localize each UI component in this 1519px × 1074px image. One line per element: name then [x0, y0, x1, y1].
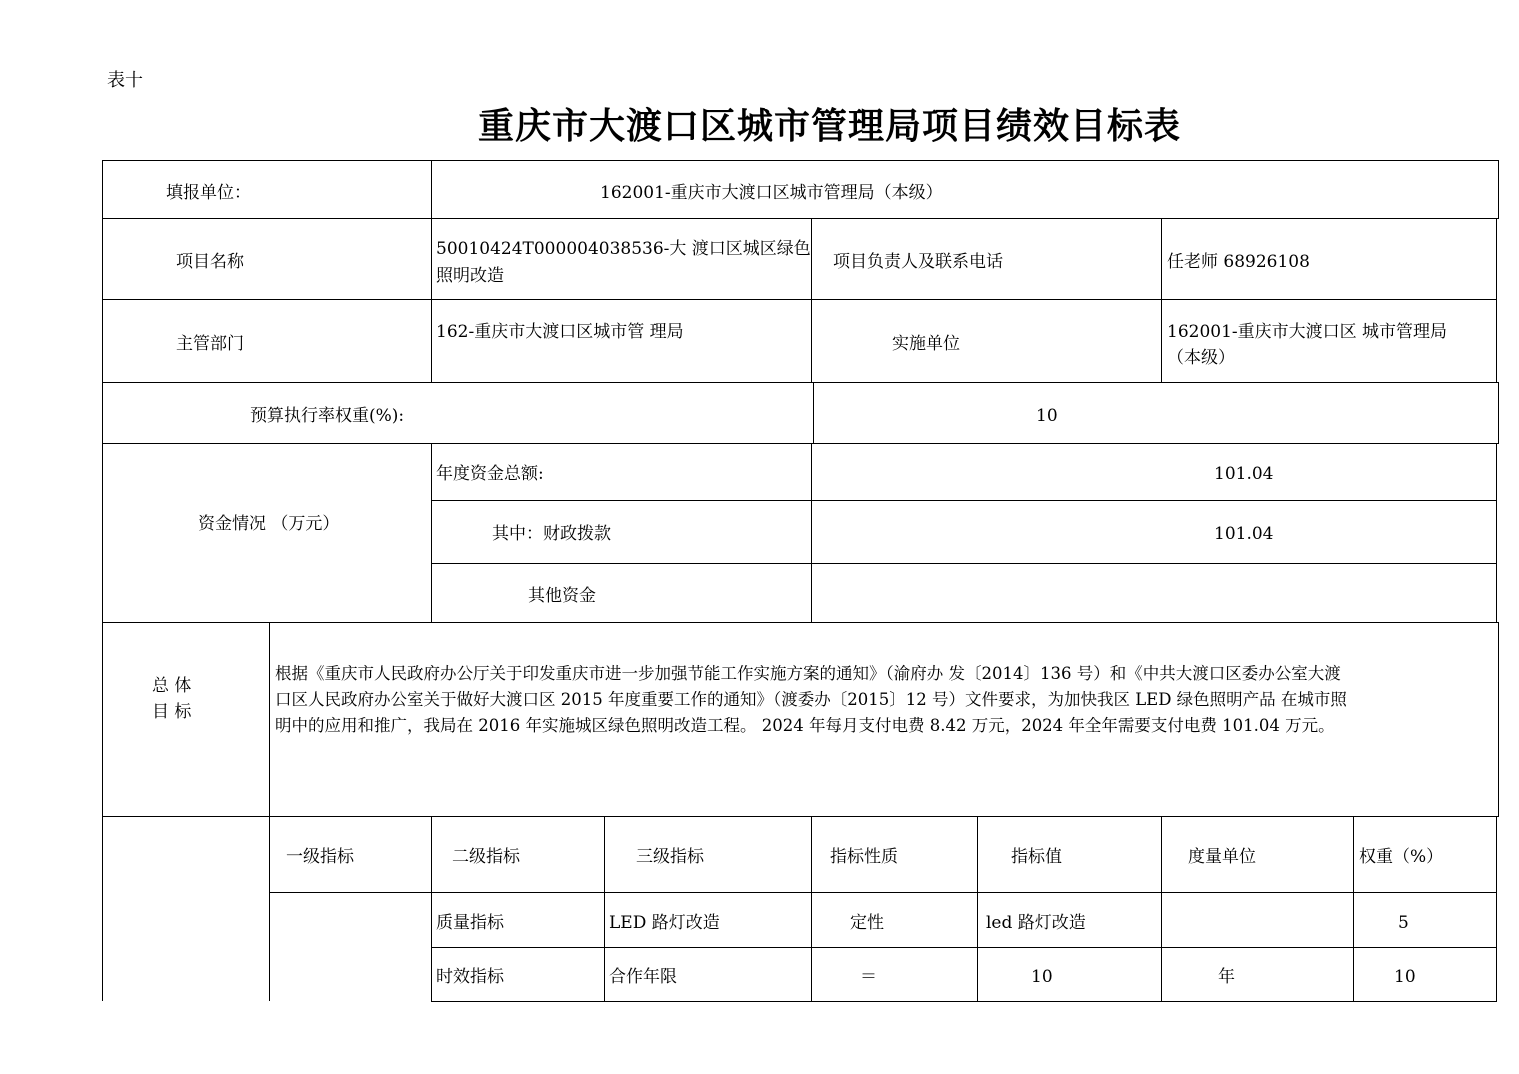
- funds-total-label: 年度资金总额:: [436, 464, 544, 484]
- funds-fiscal-value: 101.04: [1214, 524, 1274, 544]
- row1-value: led 路灯改造: [986, 913, 1086, 933]
- funds-other-label: 其他资金: [528, 586, 596, 606]
- reporting-unit-value: 162001-重庆市大渡口区城市管理局（本级）: [600, 183, 943, 203]
- row1-weight: 5: [1398, 913, 1409, 933]
- budget-weight-label: 预算执行率权重(%):: [250, 406, 405, 426]
- implementer-label: 实施单位: [892, 334, 960, 354]
- department-value: 162-重庆市大渡口区城市管 理局: [436, 322, 684, 342]
- overall-goal-label-line2: 目 标: [152, 702, 192, 722]
- contact-label: 项目负责人及联系电话: [833, 252, 1003, 272]
- funds-fiscal-label: 其中：财政拨款: [492, 524, 611, 544]
- department-label: 主管部门: [176, 334, 244, 354]
- overall-goal-text-line1: 根据《重庆市人民政府办公厅关于印发重庆市进一步加强节能工作实施方案的通知》（渝府办 发〔2014〕136 号）和《中共大渡口区委办公室大渡: [275, 664, 1341, 683]
- implementer-line1: 162001-重庆市大渡口区 城市管理局: [1167, 322, 1448, 342]
- project-name-line2: 照明改造: [436, 266, 504, 286]
- funds-total-value: 101.04: [1214, 464, 1274, 484]
- overall-goal-label-line1: 总 体: [152, 676, 192, 696]
- table-number-label: 表十: [107, 70, 143, 91]
- contact-value: 任老师 68926108: [1167, 252, 1310, 272]
- header-level1: 一级指标: [286, 847, 354, 867]
- header-unit: 度量单位: [1188, 847, 1256, 867]
- reporting-unit-label: 填报单位：: [166, 183, 251, 203]
- project-name-label: 项目名称: [176, 252, 244, 272]
- row2-weight: 10: [1394, 967, 1416, 987]
- row1-level2: 质量指标: [436, 913, 504, 933]
- row1-nature: 定性: [850, 913, 884, 933]
- header-level3: 三级指标: [636, 847, 704, 867]
- page-title: 重庆市大渡口区城市管理局项目绩效目标表: [478, 106, 1182, 147]
- row2-level2: 时效指标: [436, 967, 504, 987]
- row2-nature: ＝: [860, 967, 877, 987]
- overall-goal-text-line2: 口区人民政府办公室关于做好大渡口区 2015 年度重要工作的通知》（渡委办〔2015〕12 号）文件要求，为加快我区 LED 绿色照明产品 在城市照: [275, 690, 1347, 709]
- header-weight: 权重（%）: [1359, 847, 1444, 867]
- row1-level3: LED 路灯改造: [609, 913, 720, 933]
- funds-label: 资金情况 （万元）: [198, 514, 340, 534]
- overall-goal-text-line3: 明中的应用和推广，我局在 2016 年实施城区绿色照明改造工程。 2024 年每月支付电费 8.42 万元，2024 年全年需要支付电费 101.04 万元。: [275, 716, 1335, 735]
- row2-value: 10: [1031, 967, 1053, 987]
- row2-level3: 合作年限: [609, 967, 677, 987]
- budget-weight-value: 10: [1036, 406, 1058, 426]
- header-level2: 二级指标: [452, 847, 520, 867]
- header-value: 指标值: [1011, 847, 1062, 867]
- row2-unit: 年: [1218, 967, 1235, 987]
- implementer-line2: （本级）: [1167, 348, 1235, 368]
- header-nature: 指标性质: [830, 847, 898, 867]
- project-name-line1: 50010424T000004038536-大 渡口区城区绿色: [436, 239, 811, 259]
